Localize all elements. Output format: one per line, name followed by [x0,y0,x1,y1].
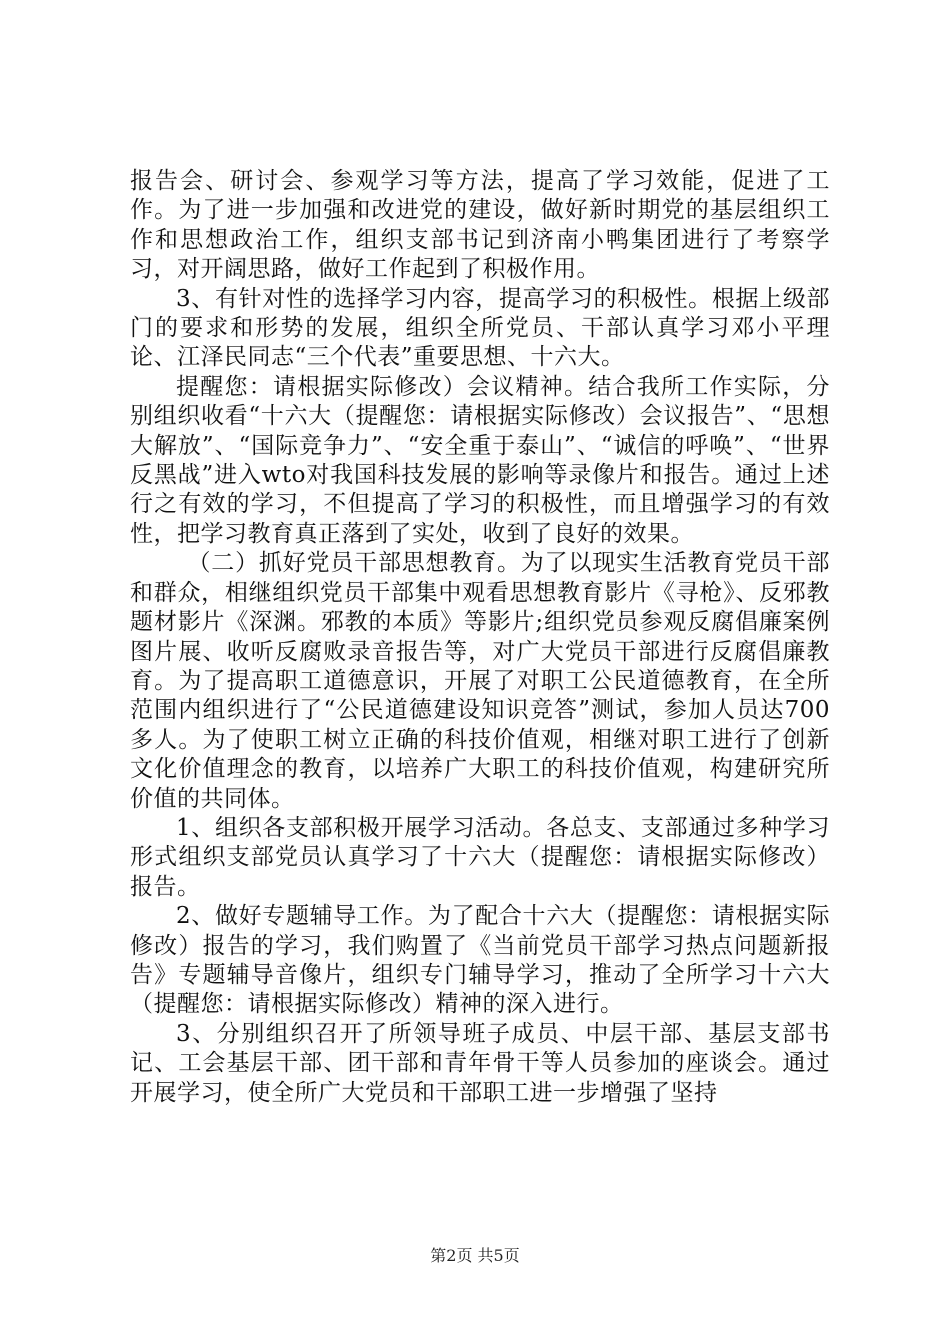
paragraph-6: 2、做好专题辅导工作。为了配合十六大（提醒您：请根据实际修改）报告的学习，我们购置了《当前党员干部学习热点问题新报告》专题辅导音像片，组织专门辅导学习，推动了全所学习十六大（提醒您：请根据实际修改）精神的深入进行。 [130,903,830,1018]
paragraph-7: 3、分别组织召开了所领导班子成员、中层干部、基层支部书记、工会基层干部、团干部和青年骨干等人员参加的座谈会。通过开展学习，使全所广大党员和干部职工进一步增强了坚持 [130,1020,830,1106]
paragraph-4: （二）抓好党员干部思想教育。为了以现实生活教育党员干部和群众，相继组织党员干部集中观看思想教育影片《寻枪》、反邪教题材影片《深渊。邪教的本质》等影片;组织党员参观反腐倡廉案例图片展、收听反腐败录音报告等，对广大党员干部进行反腐倡廉教育。为了提高职工道德意识，开展了对职工公民道德教育，在全所范围内组织进行了“公民道德建设知识竞答”测试，参加人员达700多人。为了使职工树立正确的科技价值观，相继对职工进行了创新文化价值理念的教育，以培养广大职工的科技价值观，构建研究所价值的共同体。 [130,550,830,812]
paragraph-5: 1、组织各支部积极开展学习活动。各总支、支部通过多种学习形式组织支部党员认真学习了十六大（提醒您：请根据实际修改）报告。 [130,814,830,900]
document-body [130,167,830,1108]
paragraph-3: 提醒您：请根据实际修改）会议精神。结合我所工作实际，分别组织收看“十六大（提醒您：请根据实际修改）会议报告”、“思想大解放”、“国际竞争力”、“安全重于泰山”、“诚信的呼唤”、“世界反黑战”进入wto对我国科技发展的影响等录像片和报告。通过上述行之有效的学习，不但提高了学习的积极性，而且增强学习的有效性，把学习教育真正落到了实处，收到了良好的效果。 [130,373,830,547]
paragraph-2: 3、有针对性的选择学习内容，提高学习的积极性。根据上级部门的要求和形势的发展，组织全所党员、干部认真学习邓小平理论、江泽民同志“三个代表”重要思想、十六大。 [130,285,830,371]
paragraph-1: 报告会、研讨会、参观学习等方法，提高了学习效能，促进了工作。为了进一步加强和改进党的建设，做好新时期党的基层组织工作和思想政治工作，组织支部书记到济南小鸭集团进行了考察学习，对开阔思路，做好工作起到了积极作用。 [130,168,830,283]
page-number-footer: 第2页 共5页 [430,1246,520,1265]
